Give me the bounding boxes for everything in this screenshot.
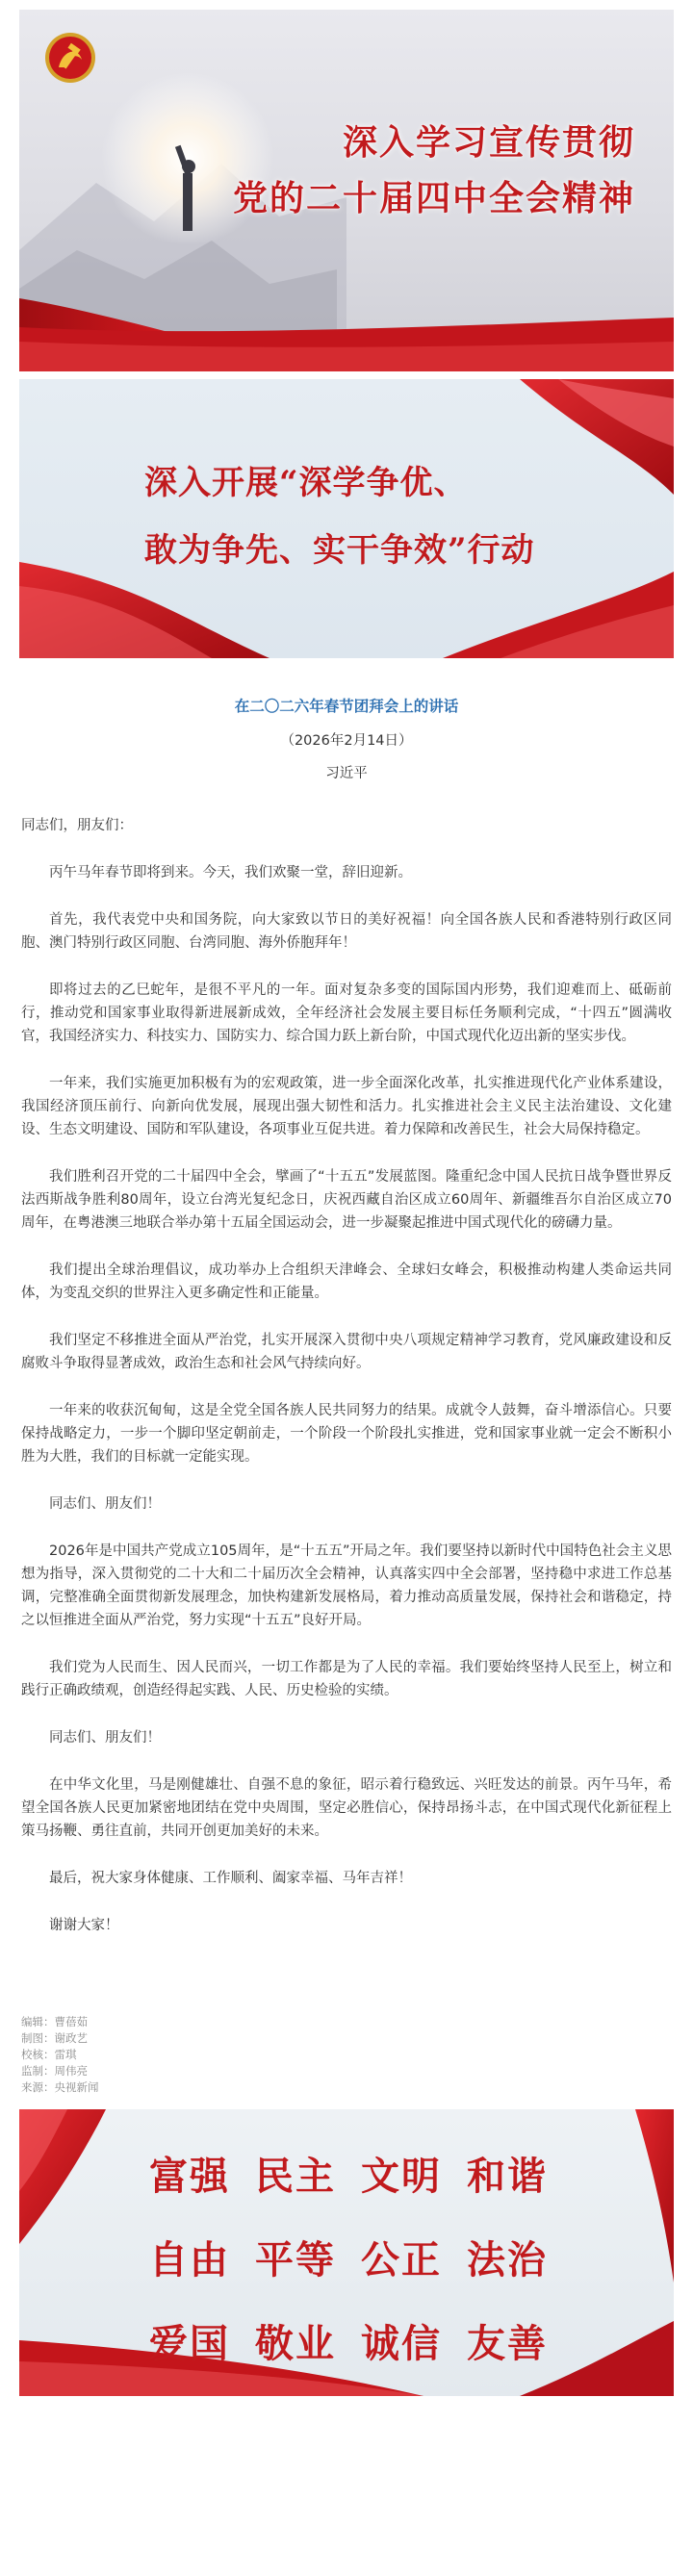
article-paragraph: 在中华文化里，马是刚健雄壮、自强不息的象征，昭示着行稳致远、兴旺发达的前景。丙午马年，希望全国各族人民更加紧密地团结在党中央周围，坚定必胜信心，保持昂扬斗志，在中国式现代化新征程上策马扬鞭、勇往直前，共同开创更加美好的未来。: [21, 1777, 672, 1839]
credit-supervisor: 监制：周伟亮: [21, 2064, 88, 2078]
article-paragraph: 我们胜利召开党的二十届四中全会，擘画了“十五五”发展蓝图。隆重纪念中国人民抗日战争暨世界反法西斯战争胜利80周年，设立台湾光复纪念日，庆祝西藏自治区成立60周年、新疆维吾尔自治区成立70周年，在粤港澳三地联合举办第十五届全国运动会，进一步凝聚起推进中国式现代化的磅礴力量。: [21, 1169, 672, 1231]
article-title: 在二〇二六年春节团拜会上的讲话: [234, 698, 459, 715]
value-freedom: 自由: [149, 2237, 230, 2283]
article-paragraph: 一年来，我们实施更加积极有为的宏观政策，进一步全面深化改革，扎实推进现代化产业体系建设，我国经济顶压前行、向新向优发展，展现出强大韧性和活力。扎实推进社会主义民主法治建设、文化建设、生态文明建设、国防和军队建设，各项事业互促共进。着力保障和改善民生，社会大局保持稳定。: [21, 1076, 672, 1137]
article-paragraph: 一年来的收获沉甸甸，这是全党全国各族人民共同努力的结果。成就令人鼓舞，奋斗增添信心。只要保持战略定力，一步一个脚印坚定朝前走，一个阶段一个阶段扎实推进，党和国家事业就一定会不断积小胜为大胜，我们的目标就一定能实现。: [21, 1403, 672, 1465]
value-rule-of-law: 法治: [467, 2237, 548, 2283]
core-values-row2: [149, 2230, 548, 2284]
credit-graphics: 制图：谢政艺: [21, 2031, 88, 2045]
value-prosperity: 富强: [149, 2154, 230, 2199]
top-banner: [19, 10, 674, 371]
value-democracy: 民主: [255, 2154, 336, 2199]
article-paragraph: 丙午马年春节即将到来。今天，我们欢聚一堂，辞旧迎新。: [49, 865, 412, 880]
article-paragraph: 我们坚定不移推进全面从严治党，扎实开展深入贯彻中央八项规定精神学习教育，党风廉政建设和反腐败斗争取得显著成效，政治生态和社会风气持续向好。: [21, 1333, 672, 1371]
value-patriotism: 爱国: [149, 2321, 230, 2366]
value-equality: 平等: [255, 2237, 336, 2283]
party-emblem-icon: [43, 31, 97, 85]
middle-banner-line1: 深入开展“深学争优、: [144, 464, 468, 502]
article-paragraph: 我们党为人民而生、因人民而兴，一切工作都是为了人民的幸福。我们要始终坚持人民至上，树立和践行正确政绩观，创造经得起实践、人民、历史检验的实绩。: [21, 1660, 672, 1698]
article-date: （2026年2月14日）: [280, 733, 413, 749]
speech-article: [0, 695, 693, 1937]
article-author: 习近平: [325, 766, 368, 781]
core-values-banner: [19, 2109, 674, 2396]
article-paragraph: 同志们、朋友们！: [49, 1496, 161, 1512]
core-values-row1: [149, 2146, 548, 2201]
article-paragraph: 首先，我代表党中央和国务院，向大家致以节日的美好祝福！向全国各族人民和香港特别行政区同胞、澳门特别行政区同胞、台湾同胞、海外侨胞拜年！: [21, 912, 672, 951]
page: [0, 10, 693, 2396]
credit-source: 来源：央视新闻: [21, 2080, 99, 2094]
article-paragraph: 我们提出全球治理倡议，成功举办上合组织天津峰会、全球妇女峰会，积极推动构建人类命运共同体，为变乱交织的世界注入更多确定性和正能量。: [21, 1262, 672, 1301]
article-body: [21, 861, 672, 1937]
top-banner-line1: 深入学习宣传贯彻: [342, 122, 635, 163]
article-paragraph: 即将过去的乙巳蛇年，是很不平凡的一年。面对复杂多变的国际国内形势，我们迎难而上、砥砺前行，推动党和国家事业取得新进展新成效，全年经济社会发展主要目标任务顺利完成，“十四五”圆满收官，我国经济实力、科技实力、国防实力、综合国力跃上新台阶，中国式现代化迈出新的坚实步伐。: [21, 982, 672, 1044]
credits: [0, 2014, 693, 2096]
value-friendliness: 友善: [467, 2321, 548, 2366]
article-paragraph: 2026年是中国共产党成立105周年，是“十五五”开局之年。我们要坚持以新时代中国特色社会主义思想为指导，深入贯彻党的二十大和二十届历次全会精神，认真落实四中全会部署，坚持稳中求进工作总基调，完整准确全面贯彻新发展理念，加快构建新发展格局，着力推动高质量发展，保持社会和谐稳定，持之以恒推进全面从严治党，努力实现“十五五”良好开局。: [21, 1543, 672, 1628]
value-harmony: 和谐: [467, 2154, 548, 2199]
article-paragraph: 最后，祝大家身体健康、工作顺利、阖家幸福、马年吉祥！: [49, 1871, 412, 1886]
middle-banner-line2: 敢为争先、实干争效”行动: [144, 531, 535, 570]
value-civility: 文明: [361, 2154, 442, 2199]
middle-banner-graphic: [19, 379, 674, 658]
credit-proofreader: 校核：雷琪: [21, 2048, 77, 2061]
value-integrity: 诚信: [361, 2321, 442, 2366]
article-paragraph: 谢谢大家！: [49, 1918, 119, 1933]
middle-banner: [19, 379, 674, 658]
value-dedication: 敬业: [255, 2321, 336, 2366]
value-justice: 公正: [361, 2237, 442, 2283]
credit-editor: 编辑：曹蓓茹: [21, 2015, 88, 2028]
article-paragraph: 同志们、朋友们！: [49, 1730, 161, 1746]
core-values-row3: [149, 2313, 548, 2368]
top-banner-line2: 党的二十届四中全会精神: [232, 178, 635, 218]
article-greeting: 同志们，朋友们：: [21, 818, 133, 833]
